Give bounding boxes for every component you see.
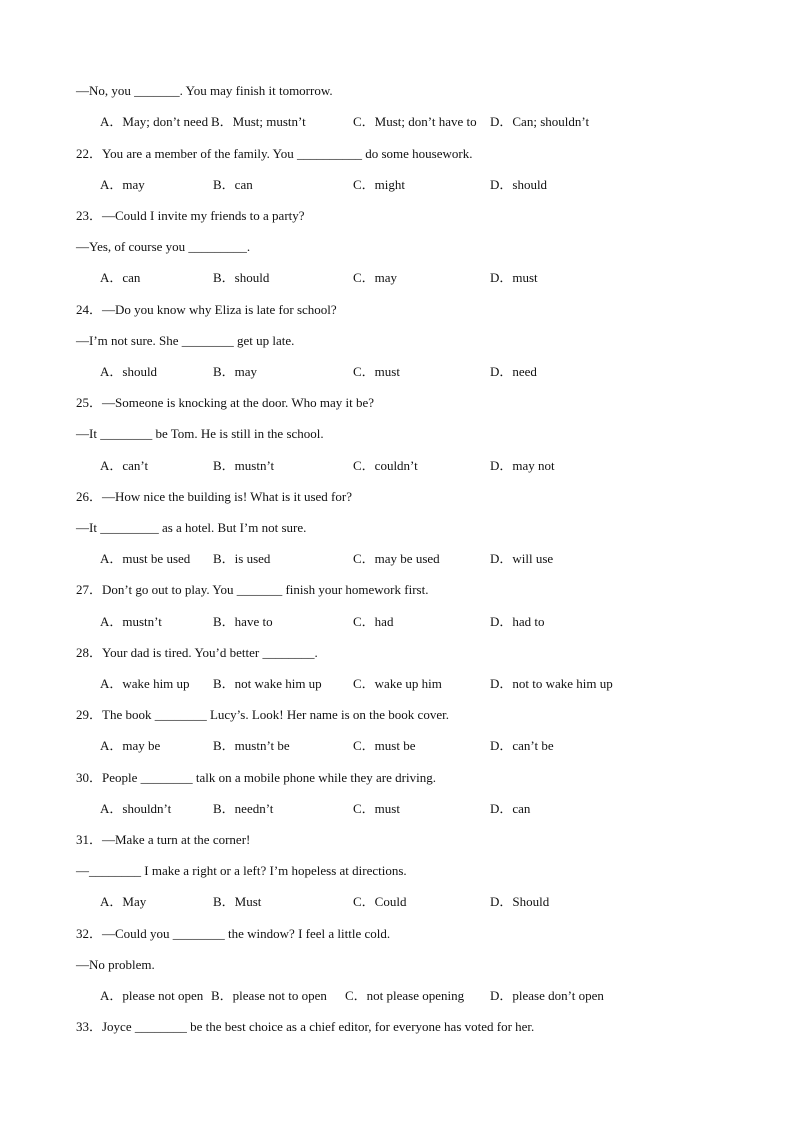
question-25-options (100, 457, 760, 475)
option-d: D．Should (490, 894, 550, 909)
question-23-answer-line: —Yes, of course you _________. (76, 239, 251, 254)
option-d: D．can’t be (490, 738, 554, 753)
question-31-answer-line: —________ I make a right or a left? I’m hopeless at directions. (76, 863, 407, 878)
option-d: D．please don’t open (490, 988, 604, 1003)
option-b: B．please not to open (211, 988, 327, 1003)
option-a: A．may be (100, 738, 161, 753)
option-b: B．can (213, 177, 253, 192)
question-26: 26．—How nice the building is! What is it used for? (76, 489, 352, 504)
option-a: A．mustn’t (100, 614, 162, 629)
question-26-options (100, 550, 760, 568)
question-22-options (100, 176, 760, 194)
option-b: B．mustn’t be (213, 738, 290, 753)
question-24: 24．—Do you know why Eliza is late for school? (76, 302, 337, 317)
question-32-options (100, 987, 760, 1005)
option-a: A．must be used (100, 551, 191, 566)
option-b: B．should (213, 270, 270, 285)
option-a: A．May; don’t need (100, 114, 209, 129)
option-a: A．can (100, 270, 141, 285)
question-25: 25．—Someone is knocking at the door. Who may it be? (76, 395, 374, 410)
question-26-answer-line: —It _________ as a hotel. But I’m not sure. (76, 520, 307, 535)
option-b: B．Must (213, 894, 262, 909)
option-c: C．must (353, 364, 400, 379)
option-c: C．wake up him (353, 676, 442, 691)
question-29-options (100, 737, 760, 755)
option-d: D．not to wake him up (490, 676, 613, 691)
option-a: A．shouldn’t (100, 801, 172, 816)
option-d: D．had to (490, 614, 545, 629)
option-b: B．not wake him up (213, 676, 322, 691)
option-b: B．is used (213, 551, 271, 566)
option-a: A．can’t (100, 458, 149, 473)
option-a: A．wake him up (100, 676, 190, 691)
option-a: A．should (100, 364, 158, 379)
option-a: A．please not open (100, 988, 204, 1003)
question-21-answer-line: —No, you _______. You may finish it tomorrow. (76, 83, 333, 98)
question-30-options (100, 800, 760, 818)
option-d: D．must (490, 270, 538, 285)
option-c: C．Could (353, 894, 407, 909)
question-29: 29．The book ________ Lucy’s. Look! Her name is on the book cover. (76, 707, 449, 722)
question-32-answer-line: —No problem. (76, 957, 155, 972)
option-d: D．should (490, 177, 548, 192)
question-27: 27．Don’t go out to play. You _______ finish your homework first. (76, 582, 429, 597)
question-33: 33．Joyce ________ be the best choice as a chief editor, for everyone has voted for her. (76, 1019, 535, 1034)
question-28-options (100, 675, 760, 693)
question-24-answer-line: —I’m not sure. She ________ get up late. (76, 333, 295, 348)
option-a: A．May (100, 894, 147, 909)
option-b: B．needn’t (213, 801, 274, 816)
question-23-options (100, 269, 760, 287)
option-c: C．might (353, 177, 406, 192)
option-d: D．will use (490, 551, 554, 566)
question-31-options (100, 893, 760, 911)
option-b: B．Must; mustn’t (211, 114, 306, 129)
question-32: 32．—Could you ________ the window? I feel a little cold. (76, 926, 391, 941)
option-c: C．may (353, 270, 398, 285)
question-31: 31．—Make a turn at the corner! (76, 832, 251, 847)
question-27-options (100, 613, 760, 631)
question-30: 30．People ________ talk on a mobile phone while they are driving. (76, 770, 436, 785)
question-25-answer-line: —It ________ be Tom. He is still in the school. (76, 426, 324, 441)
option-d: D．Can; shouldn’t (490, 114, 590, 129)
question-24-options (100, 363, 760, 381)
option-d: D．can (490, 801, 531, 816)
option-b: B．may (213, 364, 258, 379)
option-b: B．mustn’t (213, 458, 275, 473)
option-c: C．must (353, 801, 400, 816)
option-a: A．may (100, 177, 145, 192)
question-28: 28．Your dad is tired. You’d better ________. (76, 645, 318, 660)
option-c: C．had (353, 614, 394, 629)
option-c: C．not please opening (345, 988, 465, 1003)
option-c: C．may be used (353, 551, 440, 566)
option-d: D．may not (490, 458, 555, 473)
question-22: 22．You are a member of the family. You __________ do some housework. (76, 146, 473, 161)
question-23: 23．—Could I invite my friends to a party? (76, 208, 305, 223)
option-c: C．must be (353, 738, 416, 753)
option-c: C．couldn’t (353, 458, 418, 473)
option-d: D．need (490, 364, 537, 379)
option-c: C．Must; don’t have to (353, 114, 477, 129)
question-21-options (100, 113, 760, 131)
option-b: B．have to (213, 614, 273, 629)
